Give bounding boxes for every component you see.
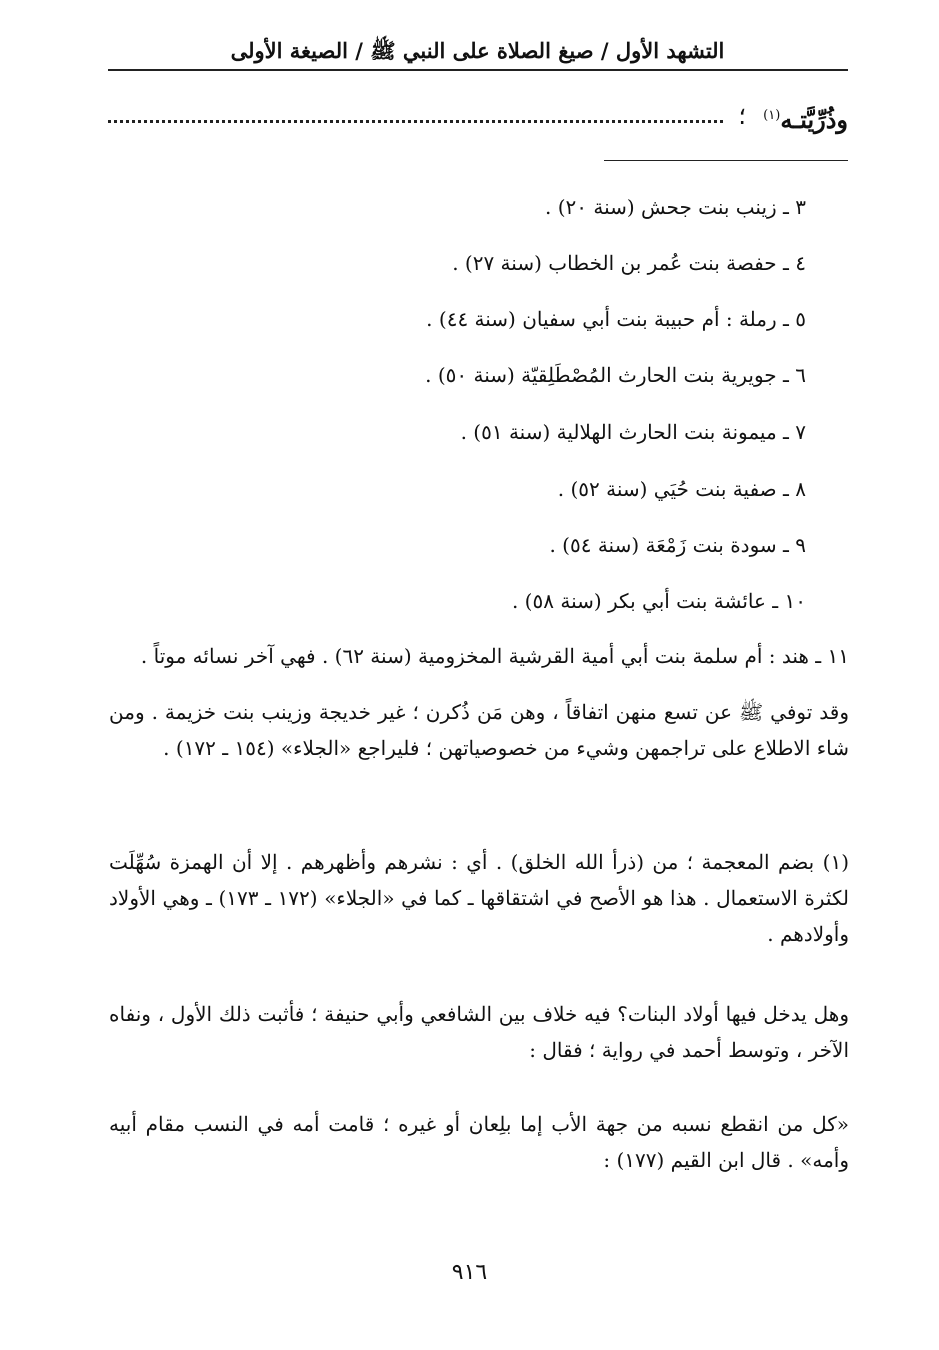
header-rule: [108, 69, 848, 71]
dotted-leader: [108, 120, 723, 123]
page-number: ٩١٦: [451, 1260, 488, 1285]
list-item: ٧ ـ ميمونة بنت الحارث الهلالية (سنة ٥١) .: [460, 420, 806, 444]
list-item: ٥ ـ رملة : أم حبيبة بنت أبي سفيان (سنة ٤٤) .: [426, 307, 806, 331]
list-item: ٦ ـ جويرية بنت الحارث المُصْطَلِقيّة (سنة ٥٠) .: [425, 363, 806, 387]
footnote-ref: (١): [763, 108, 781, 123]
paragraph-death: وقد توفي ﷺ عن تسع منهن اتفاقاً ، وهن مَن ذُكرن ؛ غير خديجة وزينب بنت خزيمة . ومن شاء الاطلاع على تراجمهن وشيء من خصوصياتهن ؛ فليراجع «الجلاء» (١٥٤ ـ ١٧٢) .: [109, 700, 849, 760]
separator: ؛: [738, 102, 746, 130]
footnote-1: (١) بضم المعجمة ؛ من (ذرأ الله الخلق) . أي : نشرهم وأظهرهم . إلا أن الهمزة سُهِّلَت لكثرة الاستعمال . هذا هو الأصح في اشتقاقها ـ كما في «الجلاء» (١٧٢ ـ ١٧٣) ـ وهي الأولاد وأولادهم .: [109, 850, 850, 946]
list-item: ٣ ـ زينب بنت جحش (سنة ٢٠) .: [545, 195, 806, 219]
list-item: ١٠ ـ عائشة بنت أبي بكر (سنة ٥٨) .: [511, 589, 806, 613]
list-item-11: ١١ ـ هند : أم سلمة بنت أبي أمية القرشية المخزومية (سنة ٦٢) . فهي آخر نسائه موتاً .: [140, 644, 849, 668]
footnote-rule: [604, 160, 848, 161]
paragraph-quote: «كل من انقطع نسبه من جهة الأب إما بلِعان أو غيره ؛ قامت أمه في النسب مقام أبيه وأمه» . قال ابن القيم (١٧٧) :: [109, 1112, 849, 1172]
running-header: التشهد الأول / صيغ الصلاة على النبي ﷺ / الصيغة الأولى: [230, 38, 725, 63]
main-text-line: [108, 96, 848, 136]
paragraph-question: وهل يدخل فيها أولاد البنات؟ فيه خلاف بين الشافعي وأبي حنيفة ؛ فأثبت ذلك الأول ، ونفاه الآخر ، وتوسط أحمد في رواية ؛ فقال :: [109, 1002, 849, 1062]
list-item: ٩ ـ سودة بنت زَمْعَة (سنة ٥٤) .: [549, 533, 806, 557]
list-item: ٤ ـ حفصة بنت عُمر بن الخطاب (سنة ٢٧) .: [452, 251, 806, 275]
main-word-text: وذُرِّيَّتـه: [780, 105, 848, 134]
main-word: [763, 96, 848, 140]
list-item: ٨ ـ صفية بنت حُيَي (سنة ٥٢) .: [557, 477, 806, 501]
